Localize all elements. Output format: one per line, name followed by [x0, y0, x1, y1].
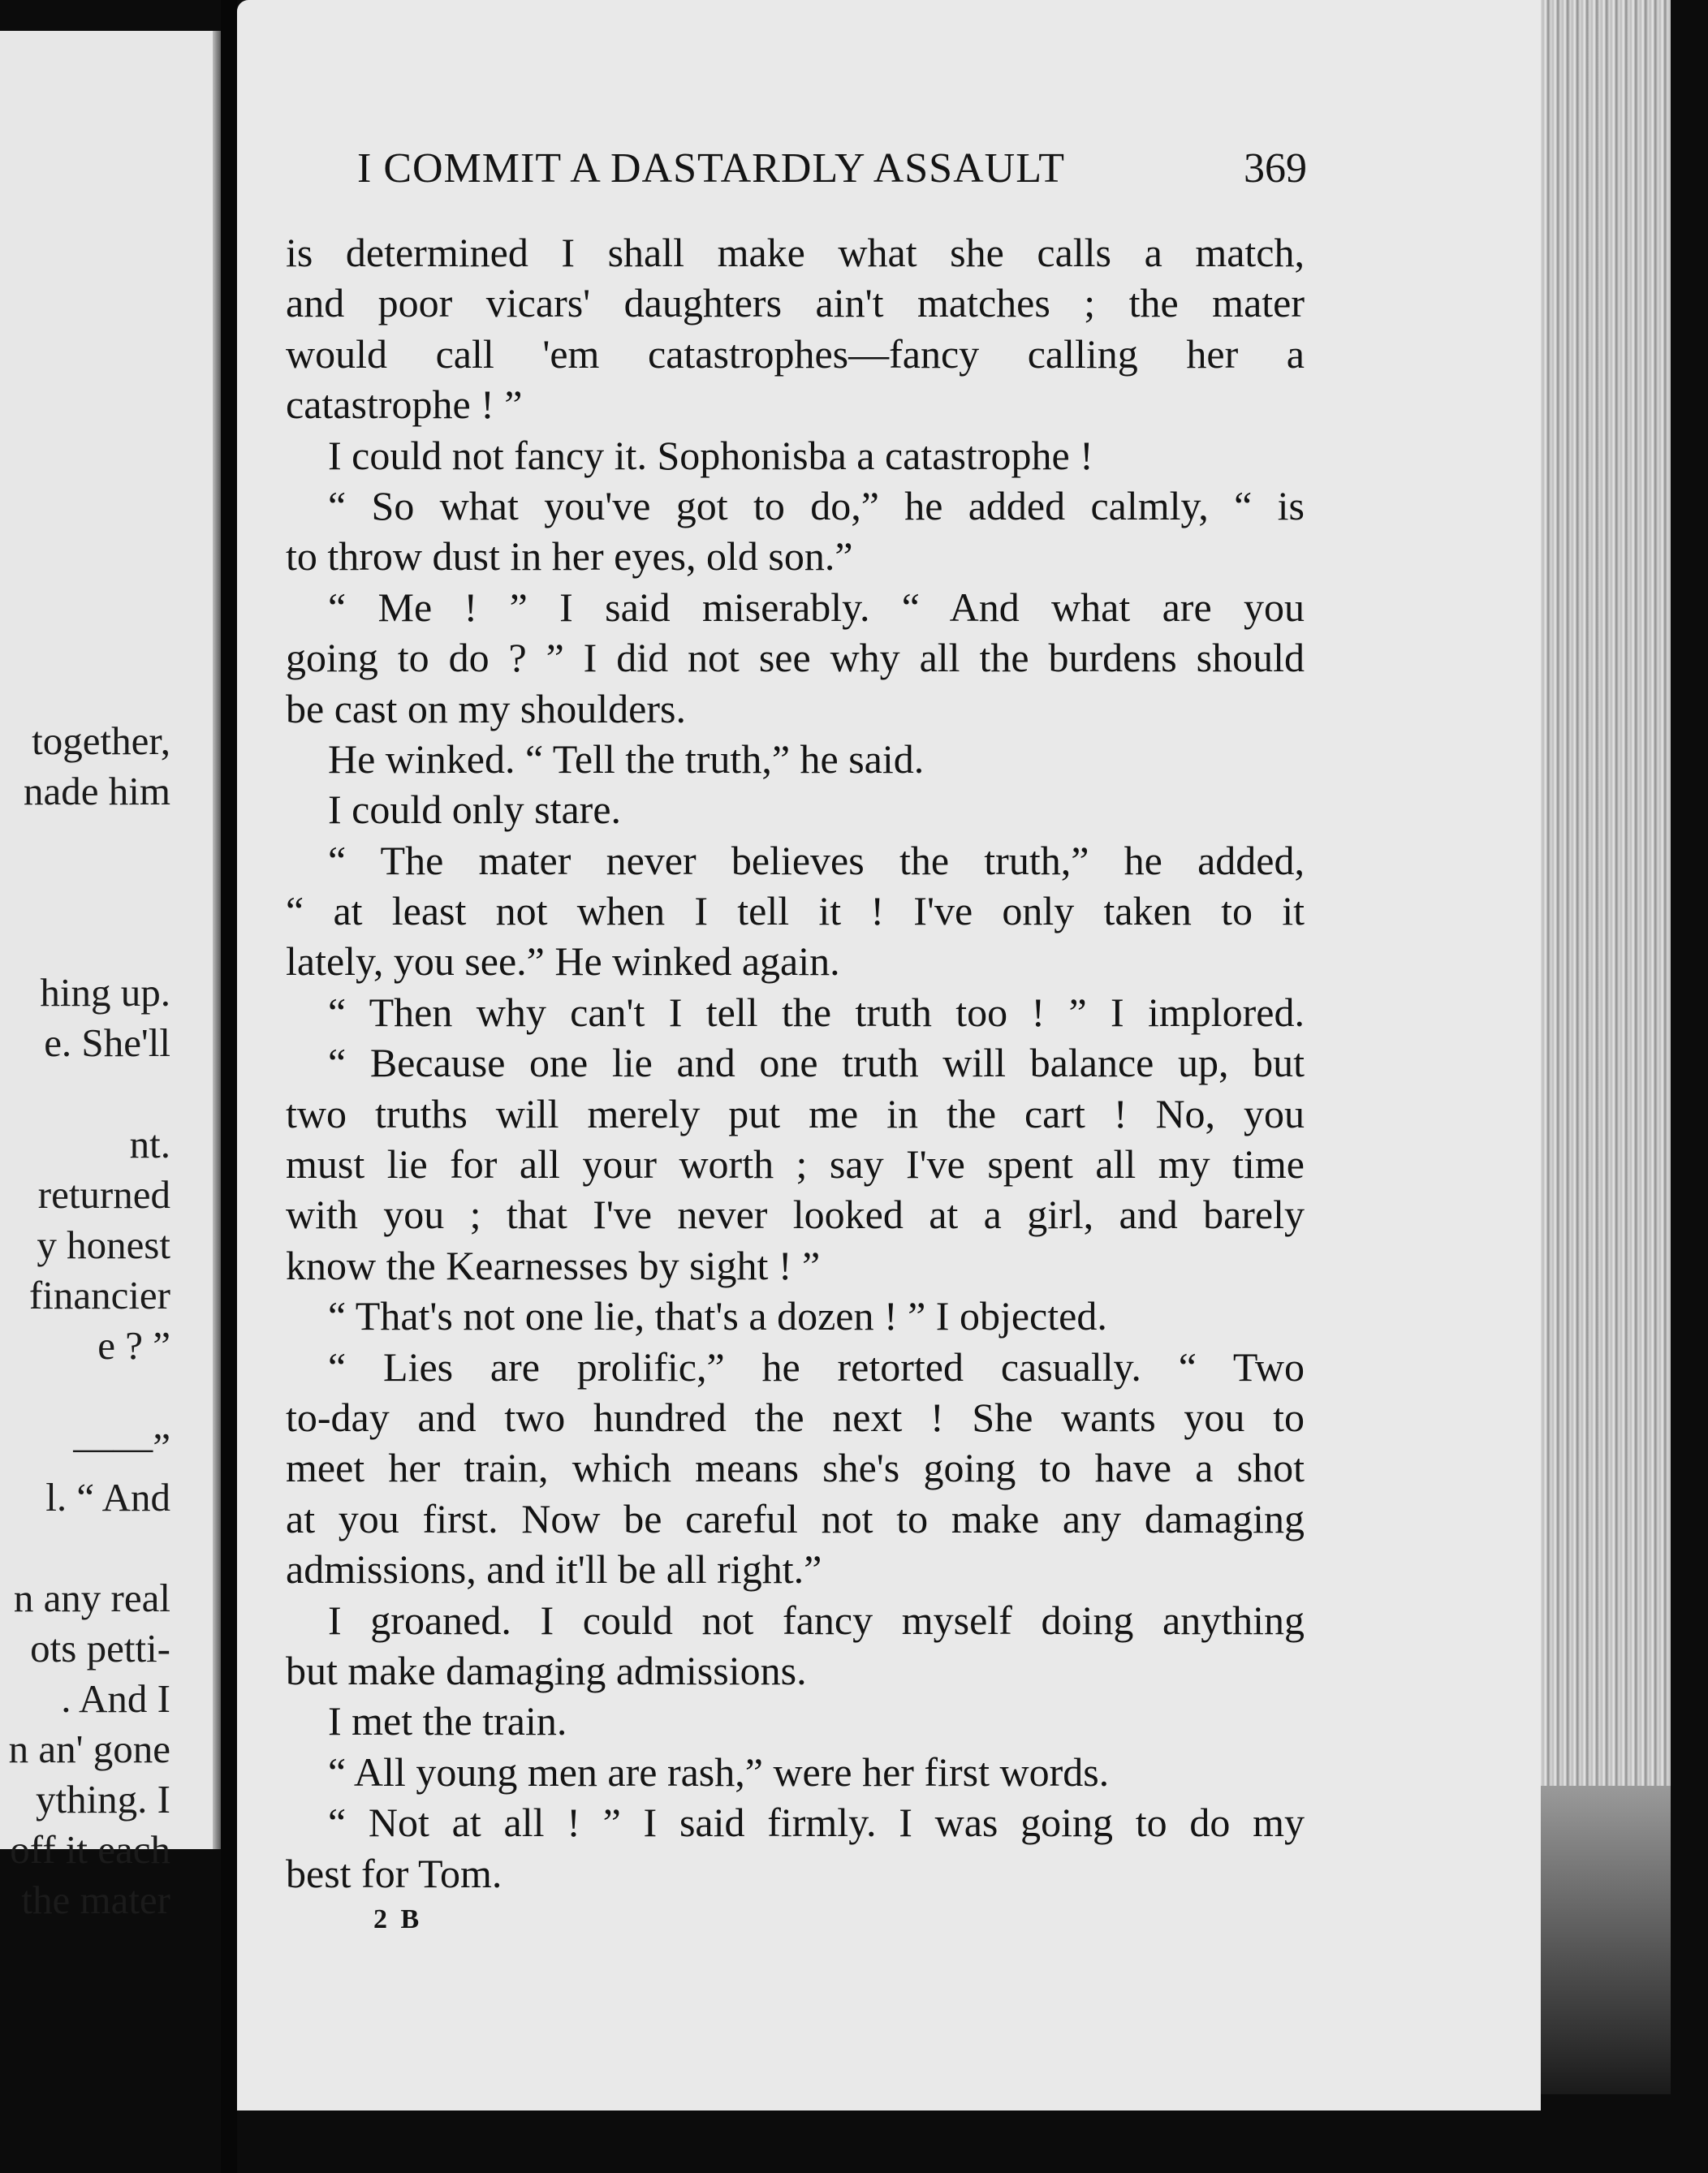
text-line: I groaned. I could not fancy myself doing anything	[328, 1597, 1305, 1643]
text-line: “ The mater never believes the truth,” he added,	[328, 837, 1305, 883]
text-line: “ at least not when I tell it ! I've only taken to it	[286, 888, 1305, 934]
left-page-line: . And I	[61, 1676, 170, 1721]
text-line: “ Then why can't I tell the truth too ! ” I implored.	[328, 989, 1305, 1035]
left-page-line: n an' gone	[8, 1727, 170, 1771]
text-line: catastrophe ! ”	[286, 382, 523, 428]
book-spine	[221, 0, 237, 2173]
page-edges	[1541, 0, 1671, 1786]
gutter-shadow	[213, 31, 221, 1849]
left-page-line: nade him	[24, 769, 170, 813]
text-line: at you first. Now be careful not to make any damaging	[286, 1495, 1305, 1541]
left-page-line: ——”	[73, 1425, 170, 1469]
running-head	[357, 144, 1307, 195]
left-page-line: the mater	[21, 1878, 170, 1922]
text-line: would call 'em catastrophes—fancy calling her a	[286, 330, 1305, 377]
signature-mark: 2 B	[373, 1904, 423, 1934]
left-page-line: nt.	[129, 1122, 170, 1166]
text-line: two truths will merely put me in the cart ! No, you	[286, 1090, 1305, 1136]
text-line: and poor vicars' daughters ain't matches ; the mater	[286, 280, 1305, 326]
text-line: He winked. “ Tell the truth,” he said.	[328, 735, 925, 782]
left-page-line: hing up.	[40, 970, 170, 1015]
text-line: to-day and two hundred the next ! She wants you to	[286, 1394, 1305, 1440]
left-page-line: ots petti-	[30, 1626, 170, 1671]
text-line: meet her train, which means she's going to have a shot	[286, 1445, 1305, 1491]
left-page-line: off it each	[10, 1827, 170, 1872]
body-text	[286, 227, 1305, 1899]
text-line: “ Not at all ! ” I said firmly. I was going to do my	[328, 1800, 1305, 1846]
text-line: “ All young men are rash,” were her first words.	[328, 1748, 1110, 1795]
text-line: but make damaging admissions.	[286, 1647, 807, 1693]
text-line: “ Me ! ” I said miserably. “ And what are you	[328, 584, 1305, 630]
text-line: is determined I shall make what she calls a match,	[286, 230, 1305, 275]
left-page-line: l. “ And	[45, 1475, 170, 1520]
left-page-line: e. She'll	[44, 1020, 170, 1065]
text-line: best for Tom.	[286, 1850, 502, 1896]
text-line: to throw dust in her eyes, old son.”	[286, 533, 853, 580]
text-line: I met the train.	[328, 1698, 567, 1744]
text-line: I could only stare.	[328, 787, 622, 833]
left-page-line: y honest	[37, 1222, 170, 1267]
left-page-line: together,	[32, 718, 170, 763]
left-page-line: ything. I	[35, 1777, 170, 1822]
text-line: know the Kearnesses by sight ! ”	[286, 1242, 821, 1288]
text-line: “ So what you've got to do,” he added calmly, “ is	[328, 482, 1305, 528]
text-line: must lie for all your worth ; say I've spent all my time	[286, 1141, 1305, 1188]
text-line: lately, you see.” He winked again.	[286, 938, 840, 985]
text-line: admissions, and it'll be all right.”	[286, 1546, 822, 1593]
left-page	[0, 31, 221, 1922]
left-page-line: financier	[28, 1273, 170, 1317]
text-line: with you ; that I've never looked at a girl, and barely	[286, 1192, 1305, 1238]
text-line: “ Because one lie and one truth will balance up, but	[328, 1040, 1305, 1086]
text-line: I could not fancy it. Sophonisba a catastrophe !	[328, 432, 1093, 478]
left-page-line: returned	[37, 1172, 170, 1217]
left-page-line: n any real	[13, 1576, 170, 1620]
text-line: going to do ? ” I did not see why all the burdens should	[286, 635, 1305, 681]
text-line: be cast on my shoulders.	[286, 685, 686, 731]
page-edges-shadow	[1541, 1786, 1671, 2094]
running-title: I COMMIT A DASTARDLY ASSAULT	[357, 145, 1065, 192]
text-line: “ Lies are prolific,” he retorted casually. “ Two	[328, 1343, 1305, 1390]
left-page-line: e ? ”	[97, 1323, 170, 1368]
page-number: 369	[1244, 145, 1307, 192]
text-line: “ That's not one lie, that's a dozen ! ” I objected.	[328, 1293, 1107, 1339]
